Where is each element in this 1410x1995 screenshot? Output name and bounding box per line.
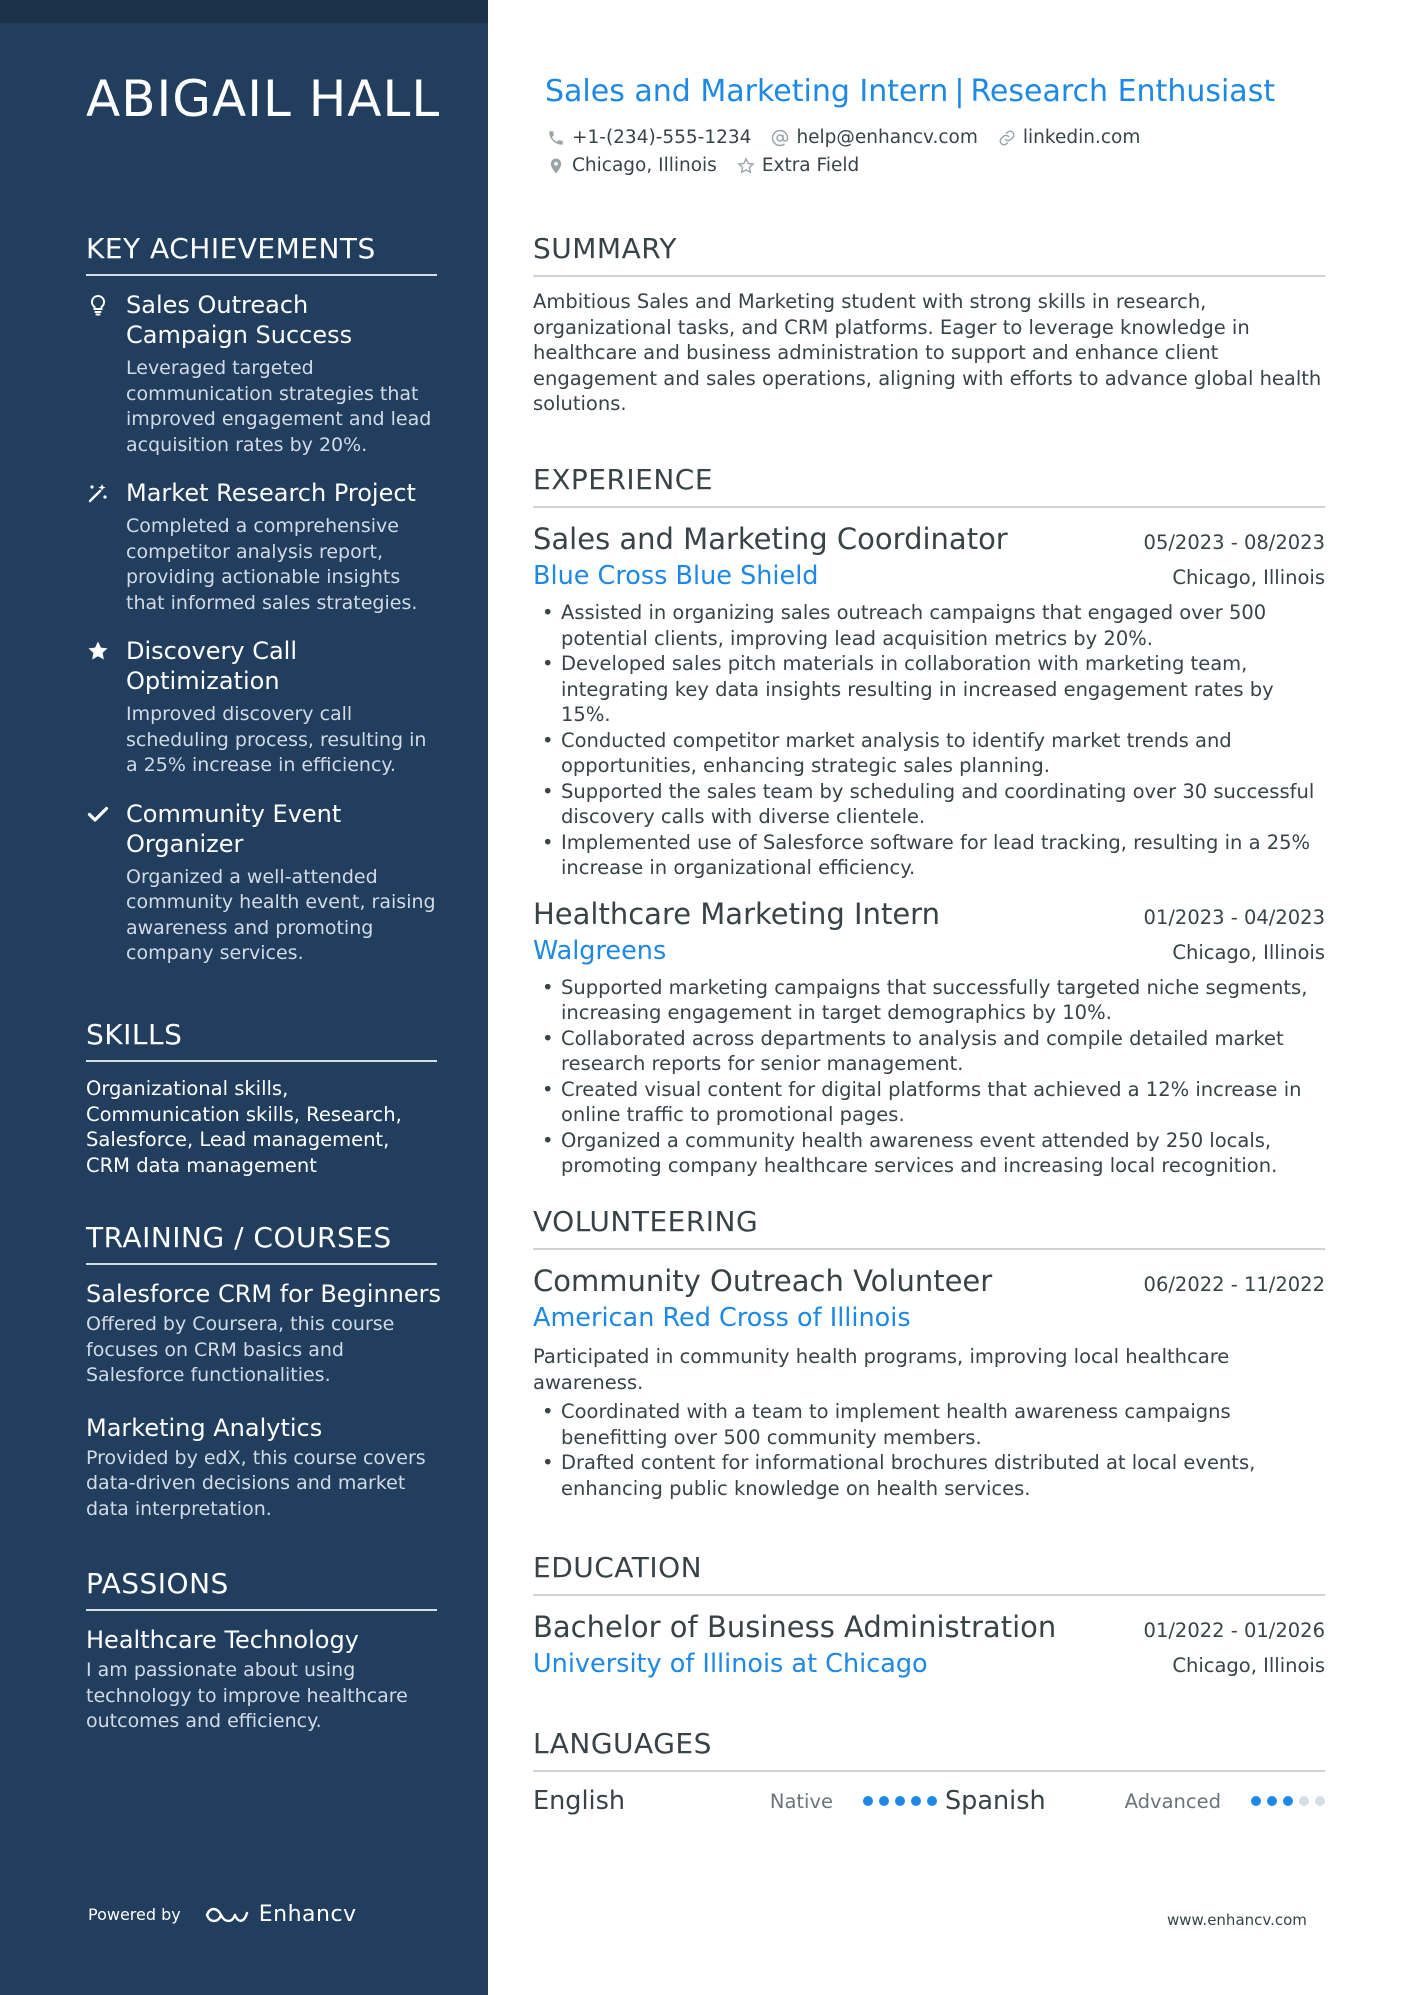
headline-part-1: Sales and Marketing Intern [545,74,949,109]
experience-entry [533,895,1325,1179]
skills-list: Organizational skills, Communication skills, Research, Salesforce, Lead management, CRM data management [86,1077,402,1177]
star-outline-icon [737,157,755,175]
course-desc: Provided by edX, this course covers data-driven decisions and market data interpretation. [86,1446,426,1520]
magic-wand-icon [86,481,110,505]
section-title: SKILLS [86,1018,437,1062]
link-icon [998,129,1016,147]
language-rating [1251,1796,1325,1806]
rating-dot-empty [1299,1796,1309,1806]
job-dates: 01/2023 - 04/2023 [1143,905,1325,929]
rating-dot-filled [1267,1796,1277,1806]
section-title: EDUCATION [533,1551,1325,1596]
powered-by [88,1902,357,1927]
powered-by-label: Powered by [88,1905,181,1924]
achievements-list [86,290,437,967]
volunteer-role: Community Outreach Volunteer [533,1264,993,1298]
achievement-desc: Improved discovery call scheduling process, resulting in a 25% increase in efficiency. [126,703,427,776]
languages-section [533,1727,1325,1818]
experience-entry [533,520,1325,881]
headline-part-2: Research Enthusiast [970,74,1276,109]
bullet-item: • Drafted content for informational brochures distributed at local events, enhancing public knowledge on health services. [533,1450,1325,1501]
organization-name: American Red Cross of Illinois [533,1303,911,1333]
volunteer-entry [533,1262,1325,1501]
candidate-name: ABIGAIL HALL [86,70,441,128]
brand-name: Enhancv [258,1902,357,1927]
degree-title: Bachelor of Business Administration [533,1610,1057,1644]
volunteering-section [533,1205,1325,1501]
enhancv-logo-icon [203,1903,251,1927]
headline [545,74,1275,109]
language-level: Advanced [1124,1789,1221,1813]
linkedin-text: linkedin.com [1022,127,1141,148]
achievement-item [86,636,437,779]
sidebar-top-bar [0,0,488,23]
passion-title: Healthcare Technology [86,1626,359,1654]
rating-dot-filled [1283,1796,1293,1806]
entry-header [533,1262,1325,1300]
summary-section [533,232,1325,417]
section-title: PASSIONS [86,1567,437,1611]
school-location: Chicago, Illinois [1172,1654,1325,1677]
skills-section [86,1018,437,1178]
headline-separator: | [954,74,965,109]
entry-subheader [533,1300,1325,1336]
education-section [533,1551,1325,1682]
section-title: KEY ACHIEVEMENTS [86,232,437,276]
achievement-title: Sales Outreach Campaign Success [126,291,353,349]
lightbulb-icon [86,293,110,317]
course-desc: Offered by Coursera, this course focuses on CRM basics and Salesforce functionalities. [86,1313,395,1386]
entry-header [533,895,1325,933]
bullet-item: • Supported marketing campaigns that successfully targeted niche segments, increasing engagement in target demographics by 10%. [533,975,1325,1026]
company-name: Blue Cross Blue Shield [533,561,819,591]
training-section [86,1221,442,1522]
job-title: Sales and Marketing Coordinator [533,522,1008,556]
email-text: help@enhancv.com [796,127,978,148]
language-name: English [533,1786,626,1816]
achievement-desc: Leveraged targeted communication strategies that improved engagement and lead acquisition rates by 20%. [126,357,432,456]
volunteer-desc: Participated in community health programs, improving local healthcare awareness. [533,1345,1230,1394]
section-title: VOLUNTEERING [533,1205,1325,1250]
bullet-item: • Supported the sales team by scheduling and coordinating over 30 successful discovery calls with diverse clientele. [533,779,1325,830]
bullet-item: • Organized a community health awareness event attended by 250 locals, promoting company healthcare services and increasing local recognition. [533,1128,1325,1179]
contact-row [547,154,1307,178]
rating-dot-filled [911,1796,921,1806]
job-location: Chicago, Illinois [1172,940,1325,964]
phone-icon [547,129,565,147]
phone-contact[interactable] [547,126,751,150]
extra-field-contact [737,154,859,178]
rating-dot-filled [1251,1796,1261,1806]
phone-text: +1-(234)-555-1234 [572,127,752,148]
volunteer-bullets [533,1399,1325,1501]
achievement-title: Market Research Project [126,479,416,507]
education-entry [533,1608,1325,1682]
job-title: Healthcare Marketing Intern [533,896,940,931]
star-icon [86,639,110,663]
rating-dot-filled [879,1796,889,1806]
course-item [86,1279,442,1389]
bullet-item: • Conducted competitor market analysis to identify market trends and opportunities, enhancing strategic sales planning. [533,728,1325,779]
language-name: Spanish [945,1786,1046,1816]
rating-dot-filled [863,1796,873,1806]
sidebar [0,0,488,1995]
extra-field-text: Extra Field [761,155,860,176]
language-level: Native [769,1789,833,1813]
school-name: University of Illinois at Chicago [533,1649,928,1679]
rating-dot-empty [1315,1796,1325,1806]
language-item [533,1786,945,1816]
rating-dot-filled [927,1796,937,1806]
location-contact [547,154,717,178]
entry-header [533,1608,1325,1646]
job-dates: 05/2023 - 08/2023 [1143,531,1325,554]
bullet-item: • Developed sales pitch materials in collaboration with marketing team, integrating key data insights resulting in increased engagement rates by 15%. [533,651,1325,728]
job-bullets [533,600,1325,881]
achievement-item [86,290,437,458]
bullet-item: • Implemented use of Salesforce software for lead tracking, resulting in a 25% increase in organizational efficiency. [533,830,1325,881]
passions-section [86,1567,437,1735]
course-title: Marketing Analytics [86,1413,323,1442]
contact-info [547,126,1307,182]
education-dates: 01/2022 - 01/2026 [1143,1619,1325,1642]
contact-row [547,126,1307,150]
language-item [945,1786,1325,1816]
key-achievements-section [86,232,437,987]
job-bullets [533,975,1325,1179]
location-text: Chicago, Illinois [572,155,717,176]
entry-header [533,520,1325,558]
passion-item [86,1625,437,1735]
entry-subheader [533,933,1325,969]
course-item [86,1413,437,1523]
achievement-item [86,478,437,616]
section-title: LANGUAGES [533,1727,1325,1772]
job-location: Chicago, Illinois [1172,566,1325,589]
bullet-item: • Coordinated with a team to implement health awareness campaigns benefitting over 500 community members. [533,1399,1325,1450]
bullet-item: • Collaborated across departments to analysis and compile detailed market research reports for senior management. [533,1026,1325,1077]
language-rating [863,1796,937,1806]
rating-dot-filled [895,1796,905,1806]
entry-subheader [533,558,1325,594]
achievement-title: Community Event Organizer [126,799,342,858]
website-link[interactable]: www.enhancv.com [1167,1911,1307,1929]
main-content [527,0,1325,1995]
summary-text: Ambitious Sales and Marketing student with strong skills in research, organizational tasks, and CRM platforms. Eager to leverage knowledge in healthcare and business administration to support and enhance client engagement and sales operations, aligning with efforts to advance global health solutions. [533,290,1322,415]
section-title: EXPERIENCE [533,463,1325,508]
experience-section [533,463,1325,1179]
achievement-title: Discovery Call Optimization [126,637,297,695]
languages-row [533,1784,1325,1818]
location-pin-icon [547,157,565,175]
passion-desc: I am passionate about using technology to improve healthcare outcomes and efficiency. [86,1659,408,1732]
volunteer-dates: 06/2022 - 11/2022 [1143,1273,1325,1296]
bullet-item: • Created visual content for digital platforms that achieved a 12% increase in online traffic to promotional pages. [533,1077,1325,1128]
entry-subheader [533,1646,1325,1682]
section-title: TRAINING / COURSES [86,1221,437,1265]
company-name: Walgreens [533,935,667,966]
checkmark-icon [86,802,110,826]
at-sign-icon [771,129,789,147]
linkedin-contact[interactable] [998,126,1140,150]
enhancv-logo[interactable] [203,1902,357,1927]
section-title: SUMMARY [533,232,1325,277]
achievement-desc: Organized a well-attended community health event, raising awareness and promoting company services. [126,865,436,964]
course-title: Salesforce CRM for Beginners [86,1280,442,1308]
email-contact[interactable] [771,126,977,150]
bullet-item: • Assisted in organizing sales outreach campaigns that engaged over 500 potential clients, improving lead acquisition metrics by 20%. [533,600,1325,651]
achievement-desc: Completed a comprehensive competitor analysis report, providing actionable insights that informed sales strategies. [126,515,418,614]
achievement-item [86,799,437,967]
